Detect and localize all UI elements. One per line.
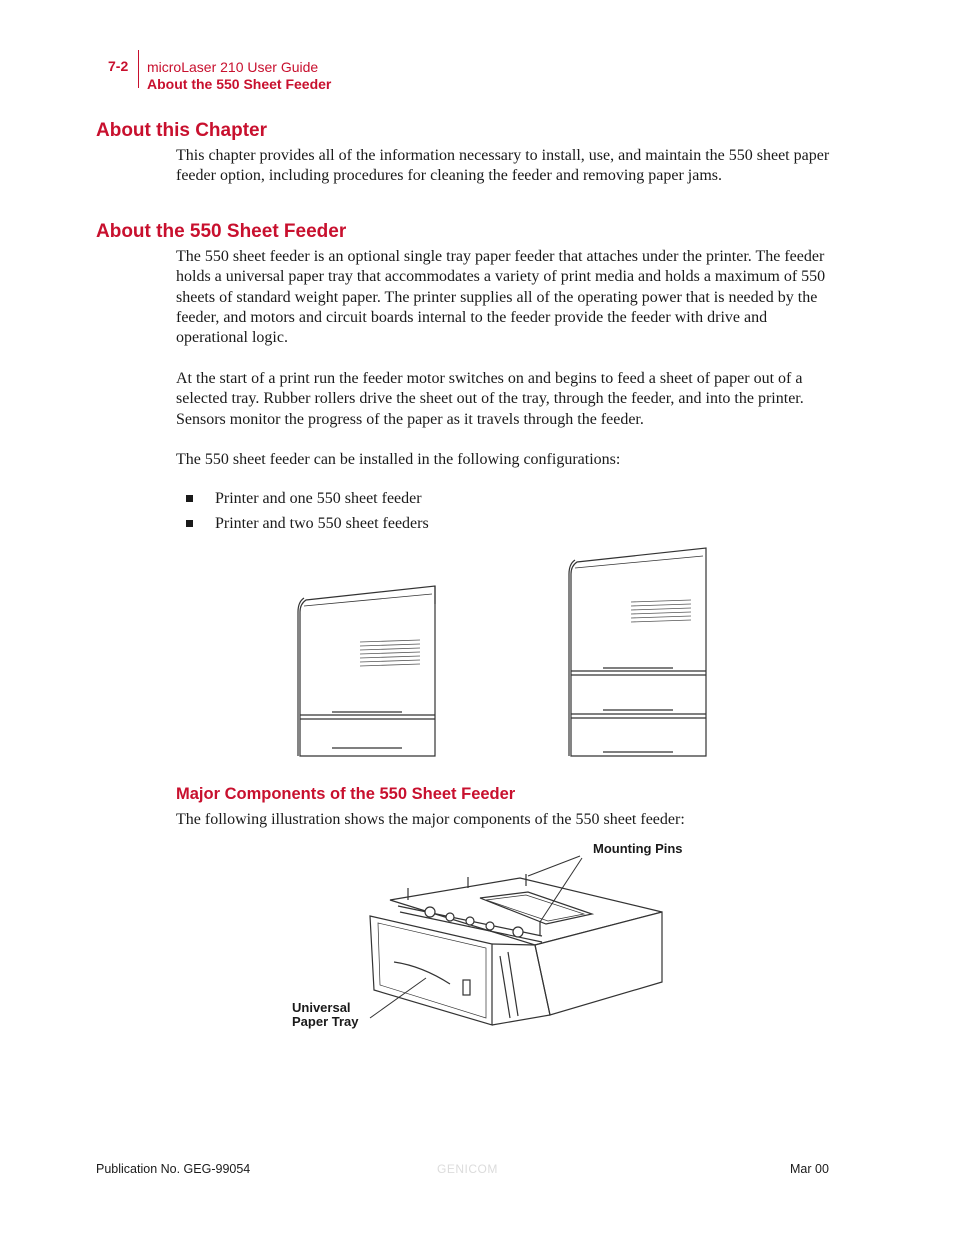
configuration-list [186, 489, 429, 539]
brand-watermark: GENICOM [437, 1162, 498, 1176]
list-item: Printer and two 550 sheet feeders [186, 514, 429, 539]
feeder-paragraph-3: The 550 sheet feeder can be installed in the following configurations: [176, 451, 621, 468]
bullet-icon [186, 520, 193, 527]
chapter-paragraph: This chapter provides all of the information necessary to install, use, and maintain the 550 sheet paper feeder option, including procedures for cleaning the feeder and removing paper jams. [176, 147, 830, 185]
publication-number: Publication No. GEG-99054 [96, 1162, 251, 1176]
header-divider [138, 50, 139, 88]
chapter-heading: About this Chapter [96, 120, 267, 141]
printer-one-feeder-illustration [292, 584, 442, 760]
publication-date: Mar 00 [790, 1162, 829, 1176]
list-item: Printer and one 550 sheet feeder [186, 489, 429, 514]
bullet-icon [186, 495, 193, 502]
mounting-pins-callout: Mounting Pins [593, 841, 683, 856]
feeder-heading: About the 550 Sheet Feeder [96, 221, 347, 242]
feeder-components-illustration [360, 840, 670, 1030]
feeder-paragraph-2: At the start of a print run the feeder motor switches on and begins to feed a sheet of paper out of a selected tray. Rubber rollers drive the sheet out of the tray, through the feeder, and into the printer. Sensors monitor the progress of the paper as it travels through the feeder. [176, 370, 804, 428]
components-heading: Major Components of the 550 Sheet Feeder [176, 785, 516, 803]
running-section-title: About the 550 Sheet Feeder [147, 76, 332, 92]
guide-title: microLaser 210 User Guide [147, 59, 319, 75]
page-number: 7-2 [108, 58, 129, 74]
paper-tray-callout-line1: Universal [292, 1000, 351, 1015]
feeder-paragraph-1: The 550 sheet feeder is an optional single tray paper feeder that attaches under the printer. The feeder holds a universal paper tray that accommodates a variety of print media and holds a maximum of 550 sheets of standard weight paper. The printer supplies all of the operating power that is needed by the feeder, and motors and circuit boards internal to the feeder provide the feeder with drive and operational logic. [176, 248, 826, 347]
paper-tray-callout-line2: Paper Tray [292, 1014, 359, 1029]
printer-two-feeders-illustration [563, 546, 713, 760]
components-paragraph: The following illustration shows the major components of the 550 sheet feeder: [176, 811, 685, 828]
